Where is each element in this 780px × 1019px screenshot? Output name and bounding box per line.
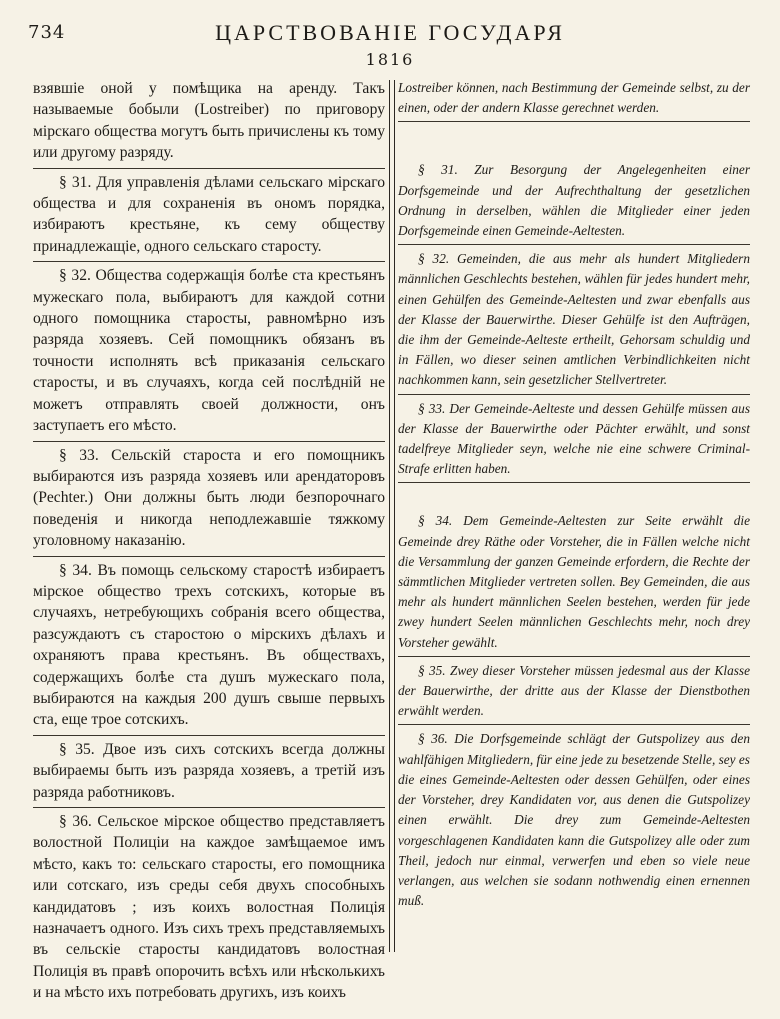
section-divider — [33, 441, 385, 442]
ru-section-35: § 35. Двое изъ сихъ сотскихъ всегда должны выбираемы быть изъ разряда хозяевъ, а третій изъ разряда работниковъ. — [33, 740, 385, 801]
de-lead-paragraph: Lostreiber können, nach Bestimmung der Gemeinde selbst, zu der einen, oder der andern Klasse gerechnet werden. — [398, 80, 750, 116]
section-divider — [33, 261, 385, 262]
spacer — [398, 483, 750, 511]
column-divider — [389, 80, 395, 952]
spacer — [398, 122, 750, 160]
section-divider — [33, 735, 385, 736]
section-divider — [33, 168, 385, 169]
section-divider — [33, 556, 385, 557]
de-section-34: § 34. Dem Gemeinde-Aeltesten zur Seite erwählt die Gemeinde drey Räthe oder Vorsteher, die in Fällen welche nicht die Versammlung der ganzen Gemeinde erfordern, die Rechte der sämmtlichen Mitglieder vertreten sollen. Bey Gemeinden, die aus mehr als hundert männlichen Seelen bestehen, werden für jede zwey hundert Seelen männlichen Geschlechts mehr, noch drey Vorsteher gewählt. — [398, 513, 750, 650]
page-title: ЦАРСТВОВАНІЕ ГОСУДАРЯ — [215, 20, 565, 45]
de-section-32: § 32. Gemeinden, die aus mehr als hundert Mitgliedern männlichen Geschlechts bestehen, wählen für jedes hundert mehr, einen Gehülfen des Gemeinde-Aeltesten und zwar ebenfalls aus der Klasse der Bauerwirthe. Dieser Gehülfe ist den Aufträgen, die ihm der Gemeinde-Aelteste ertheilt, Gehorsam schuldig und in Fällen, wo dieser seinen amtlichen Verbindlichkeiten nicht nachkommen kann, sein gesetzlicher Stellvertreter. — [398, 251, 750, 388]
ru-section-31: § 31. Для управленія дѣлами сельскаго мірскаго общества и для сохраненія въ ономъ порядка, избираютъ крестьяне, къ сему обществу принадлежащіе, одного сельскаго старосту. — [33, 173, 385, 255]
ru-section-32: § 32. Общества содержащія болѣе ста крестьянъ мужескаго пола, выбираютъ для каждой сотни одного помощника старосты, равномѣрно изъ разряда хозяевъ. Сей помощникъ обязанъ въ точности исполнять всѣ приказанія сельскаго старосты, и въ случаяхъ, когда сей послѣдній не можетъ отправлять своей должности, онъ заступаетъ его мѣсто. — [33, 267, 385, 435]
page-header — [0, 20, 780, 72]
german-column — [398, 78, 750, 911]
page-year: 1816 — [365, 50, 415, 69]
de-section-36: § 36. Die Dorfsgemeinde schlägt der Gutspolizey aus den wahlfähigen Mitgliedern, für eine jede zu besetzende Stelle, sey es die eines Gemeinde-Aeltesten oder dessen Gehülfen, oder eines der Vorsteher, drey Kandidaten vor, aus denen die Gutspolizey einen erwählt. Die drey zum Gemeinde-Aeltesten vorgeschlagenen Kandidaten kann die Gutspolizey alle oder zum Theil, jedoch nur einmal, verwerfen und eben so viele neue verlangen, aus welchen sie sodann nothwendig einen ernennen muß. — [398, 731, 750, 909]
page-number: 734 — [28, 22, 66, 43]
ru-section-34: § 34. Въ помощь сельскому старостѣ избираетъ мірское общество трехъ сотскихъ, которые въ случаяхъ, нетребующихъ собранія всего общества, разсуждаютъ съ старостою о мірскихъ дѣлахъ и охраняютъ права крестьянъ. Въ обществахъ, содержащихъ болѣе ста душъ мужескаго пола, выбираются на каждыя 200 душъ свыше первыхъ ста, еще трое сотскихъ. — [33, 561, 385, 729]
ru-section-36: § 36. Сельское мірское общество представляетъ волостной Полиціи на каждое замѣщаемое имъ мѣсто, какъ то: сельскаго старосты, его помощника или сотскаго, изъ среды себя двухъ способныхъ кандидатовъ ; изъ коихъ волостная Полиція назначаетъ одного. Изъ сихъ трехъ представляемыхъ въ сельскіе старосты кандидатовъ волостная Полиція въ правѣ опорочить всѣхъ или нѣсколькихъ и на мѣсто ихъ потребовать другихъ, изъ коихъ — [33, 813, 385, 1002]
russian-column — [33, 78, 385, 1004]
ru-lead-paragraph: взявшіе оной у помѣщика на аренду. Такъ называемые бобыли (Lostreiber) по приговору мірскаго общества могутъ быть причислены къ тому или другому разряду. — [33, 80, 385, 162]
de-section-31: § 31. Zur Besorgung der Angelegenheiten einer Dorfsgemeinde und der Aufrechthaltung der gesetzlichen Ordnung in derselben, wählen die Mitglieder einer jeden Dorfsgemeinde einen Gemeinde-Aeltesten. — [398, 162, 750, 239]
de-section-35: § 35. Zwey dieser Vorsteher müssen jedesmal aus der Klasse der Bauerwirthe, der dritte aus der Klasse der Dienstbothen erwählt werden. — [398, 662, 750, 719]
ru-section-33: § 33. Сельскій староста и его помощникъ выбираются изъ разряда хозяевъ или арендаторовъ (Pechter.) Они должны быть люди безпорочнаго поведенія и никогда неподлежавшіе тяжкому уголовному наказанію. — [33, 446, 385, 550]
section-divider — [33, 807, 385, 808]
de-section-33: § 33. Der Gemeinde-Aelteste und dessen Gehülfe müssen aus der Klasse der Bauerwirthe oder Pächter erwählt, und sonst tadelfreye Mitglieder seyn, welche nie eine schwere Criminal-Strafe erlitten haben. — [398, 400, 750, 477]
